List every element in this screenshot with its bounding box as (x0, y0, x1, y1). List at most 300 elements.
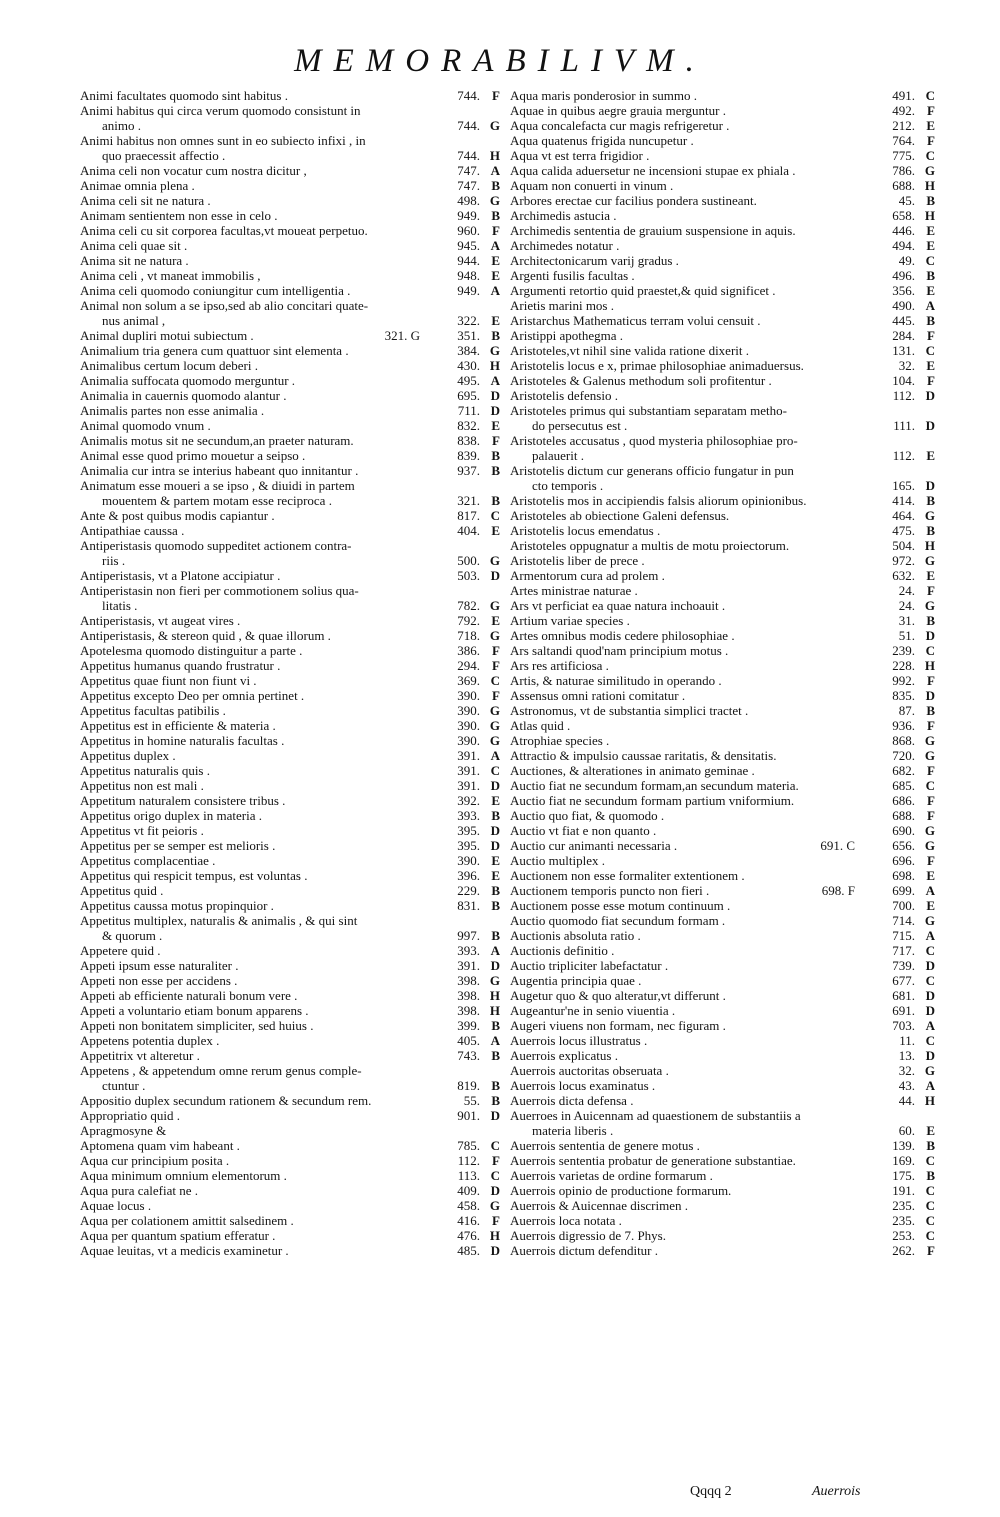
index-entry (80, 1063, 500, 1093)
entry-reference (863, 598, 935, 613)
index-entry (80, 523, 500, 538)
page-number: 691. (892, 1003, 915, 1018)
entry-reference (428, 1183, 500, 1198)
section-letter: E (926, 448, 935, 463)
index-entry (510, 643, 935, 658)
section-letter: A (490, 748, 500, 763)
page-number: 700. (892, 898, 915, 913)
page-number: 775. (892, 148, 915, 163)
index-entry (510, 403, 935, 433)
page-number: 416. (457, 1213, 480, 1228)
page-number: 284. (892, 328, 915, 343)
entry-heading-text: Aristippi apothegma . (510, 328, 624, 343)
page-number: 496. (892, 268, 915, 283)
index-entry (80, 838, 500, 853)
index-entry (510, 778, 935, 793)
index-entry (510, 523, 935, 538)
section-letter: C (925, 1198, 935, 1213)
page-number: 485. (457, 1243, 480, 1258)
entry-reference (428, 763, 500, 778)
entry-heading-text: Appeti non bonitatem simpliciter, sed huius . (80, 1018, 314, 1033)
index-entry (510, 688, 935, 703)
index-entry (80, 103, 500, 133)
page-number: 369. (457, 673, 480, 688)
entry-heading-text: Auctionem posse esse motum continuum . (510, 898, 731, 913)
entry-reference (863, 568, 935, 583)
index-entry (510, 238, 935, 253)
entry-reference (428, 778, 500, 793)
section-letter: G (924, 823, 935, 838)
index-entry (80, 718, 500, 733)
entry-reference (863, 673, 935, 688)
entry-heading-text: Aristotelis mos in accipiendis falsis aliorum opinionibus. (510, 493, 807, 508)
entry-heading-text: Aristotelis locus e x, primae philosophiae animaduersus. (510, 358, 804, 373)
section-letter: F (927, 808, 935, 823)
entry-heading-text: Appeti ab efficiente naturali bonum vere . (80, 988, 298, 1003)
page-number: 390. (457, 853, 480, 868)
entry-reference (428, 283, 500, 298)
entry-reference (863, 298, 935, 313)
section-letter: F (492, 1153, 500, 1168)
section-letter: B (926, 1138, 935, 1153)
entry-reference (863, 328, 935, 343)
entry-reference (428, 793, 500, 808)
entry-heading-text: Appetitum naturalem consistere tribus . (80, 793, 286, 808)
entry-heading-text: Appositio duplex secundum rationem & secundum rem. (80, 1093, 372, 1108)
section-letter: F (492, 223, 500, 238)
section-letter: D (490, 823, 500, 838)
entry-heading-text: Augentia principia quae . (510, 973, 642, 988)
section-letter: H (489, 358, 500, 373)
page-number: 60. (898, 1123, 915, 1138)
index-entry (510, 988, 935, 1003)
index-entry (510, 598, 935, 613)
entry-heading-text: Auctio vt fiat e non quanto . (510, 823, 657, 838)
entry-reference (863, 1048, 935, 1063)
index-entry (510, 358, 935, 373)
entry-heading-text: Animi habitus qui circa verum quomodo consistunt in (80, 103, 361, 118)
section-letter: B (926, 523, 935, 538)
entry-heading-text: Animalibus certum locum deberi . (80, 358, 258, 373)
page-number: 937. (457, 463, 480, 478)
section-letter: F (492, 88, 500, 103)
entry-heading-text: Appetitus excepto Deo per omnia pertinet . (80, 688, 305, 703)
section-letter: F (927, 328, 935, 343)
index-entry (510, 268, 935, 283)
page-number: 445. (892, 313, 915, 328)
page-number: 656. (892, 838, 915, 853)
section-letter: C (490, 763, 500, 778)
page-number: 744. (457, 148, 480, 163)
entry-reference (863, 148, 935, 163)
index-entry (80, 1213, 500, 1228)
entry-heading-text: Anima celi quae sit . (80, 238, 188, 253)
section-letter: H (924, 538, 935, 553)
page-number: 696. (892, 853, 915, 868)
index-entry (510, 223, 935, 238)
page-number: 175. (892, 1168, 915, 1183)
entry-continuation: litatis . (102, 598, 138, 613)
entry-reference (863, 898, 935, 913)
entry-heading-text: Antipathiae caussa . (80, 523, 185, 538)
entry-reference (863, 1198, 935, 1213)
section-letter: H (489, 148, 500, 163)
index-entry (510, 718, 935, 733)
index-entry (80, 1243, 500, 1258)
entry-reference (863, 973, 935, 988)
index-entry (510, 388, 935, 403)
index-entry (80, 913, 500, 943)
section-letter: E (926, 118, 935, 133)
page-number: 294. (457, 658, 480, 673)
entry-reference (863, 133, 935, 148)
index-entry (510, 433, 935, 463)
page-number: 464. (892, 508, 915, 523)
entry-extra-reference: 321. G (384, 328, 420, 343)
index-entry (80, 748, 500, 763)
section-letter: B (926, 613, 935, 628)
entry-reference (863, 868, 935, 883)
entry-heading-text: Aristoteles,vt nihil sine valida ratione dixerit . (510, 343, 750, 358)
entry-reference (863, 763, 935, 778)
section-letter: G (924, 553, 935, 568)
section-letter: H (924, 658, 935, 673)
entry-heading-text: Appetitus duplex . (80, 748, 176, 763)
index-entry (510, 1153, 935, 1168)
entry-heading-text: Aristoteles primus qui substantiam separatam metho- (510, 403, 787, 418)
section-letter: F (492, 688, 500, 703)
page-number: 901. (457, 1108, 480, 1123)
section-letter: G (924, 913, 935, 928)
entry-reference (428, 553, 500, 568)
entry-reference (863, 823, 935, 838)
page-number: 476. (457, 1228, 480, 1243)
section-letter: E (491, 418, 500, 433)
section-letter: G (489, 1198, 500, 1213)
entry-heading-text: Auerrois digressio de 7. Phys. (510, 1228, 666, 1243)
page-number: 714. (892, 913, 915, 928)
section-letter: C (925, 253, 935, 268)
entry-reference (863, 208, 935, 223)
entry-heading-text: Appetitus naturalis quis . (80, 763, 210, 778)
entry-heading-text: Aristarchus Mathematicus terram volui censuit . (510, 313, 761, 328)
entry-heading-text: Animalium tria genera cum quattuor sint elementa . (80, 343, 349, 358)
section-letter: C (490, 508, 500, 523)
entry-reference (428, 1243, 500, 1258)
section-letter: G (489, 733, 500, 748)
entry-heading-text: Argenti fusilis facultas . (510, 268, 635, 283)
index-entry (510, 118, 935, 133)
page-number: 838. (457, 433, 480, 448)
index-entry (510, 508, 935, 523)
index-entry (80, 328, 500, 343)
entry-heading-text: Auctio fiat ne secundum formam,an secundum materia. (510, 778, 799, 793)
entry-heading-text: Artium variae species . (510, 613, 630, 628)
entry-heading-text: Auerrois dicta defensa . (510, 1093, 634, 1108)
page-number: 475. (892, 523, 915, 538)
entry-reference (863, 253, 935, 268)
entry-reference (428, 658, 500, 673)
section-letter: A (925, 298, 935, 313)
index-entry (510, 553, 935, 568)
index-entry (510, 178, 935, 193)
index-entry (80, 1033, 500, 1048)
entry-heading-text: Aqua minimum omnium elementorum . (80, 1168, 287, 1183)
index-entry (80, 808, 500, 823)
entry-heading-text: Auerrois auctoritas obseruata . (510, 1063, 669, 1078)
entry-heading-text: Atrophiae species . (510, 733, 610, 748)
page-number: 948. (457, 268, 480, 283)
index-entry (510, 838, 935, 853)
entry-heading-text: Appetitus origo duplex in materia . (80, 808, 262, 823)
entry-heading-text: Archimedes notatur . (510, 238, 620, 253)
index-entry (80, 478, 500, 508)
page-number: 414. (892, 493, 915, 508)
section-letter: G (489, 118, 500, 133)
section-letter: B (491, 1018, 500, 1033)
page-footer (0, 1484, 1000, 1508)
index-entry (510, 208, 935, 223)
page-number: 743. (457, 1048, 480, 1063)
section-letter: H (489, 988, 500, 1003)
page-number: 997. (457, 928, 480, 943)
index-entry (80, 763, 500, 778)
entry-heading-text: Auerrois locus illustratus . (510, 1033, 648, 1048)
page-number: 228. (892, 658, 915, 673)
index-entry (510, 148, 935, 163)
entry-continuation: & quorum . (102, 928, 163, 943)
entry-reference (428, 1213, 500, 1228)
entry-reference (428, 1048, 500, 1063)
entry-reference (428, 523, 500, 538)
index-entry (510, 88, 935, 103)
section-letter: B (491, 808, 500, 823)
entry-heading-text: Auerrois varietas de ordine formarum . (510, 1168, 713, 1183)
section-letter: C (925, 1033, 935, 1048)
page-number: 504. (892, 538, 915, 553)
page-number: 395. (457, 823, 480, 838)
section-letter: C (925, 973, 935, 988)
index-entry (510, 1213, 935, 1228)
entry-heading-text: Appeti ipsum esse naturaliter . (80, 958, 239, 973)
page-number: 398. (457, 1003, 480, 1018)
entry-reference (863, 88, 935, 103)
entry-reference (863, 373, 935, 388)
entry-heading-text: Auerrois sententia de genere motus . (510, 1138, 700, 1153)
page-number: 390. (457, 733, 480, 748)
entry-heading-text: Animalis motus sit ne secundum,an praeter naturam. (80, 433, 354, 448)
index-entry (510, 913, 935, 928)
entry-reference (428, 958, 500, 973)
index-entry (510, 343, 935, 358)
entry-heading-text: Appetere quid . (80, 943, 161, 958)
section-letter: D (925, 688, 935, 703)
index-entry (80, 193, 500, 208)
page-number: 87. (898, 703, 915, 718)
index-entry (510, 1228, 935, 1243)
entry-reference (863, 1153, 935, 1168)
entry-heading-text: Auctio quo fiat, & quomodo . (510, 808, 665, 823)
entry-reference (863, 508, 935, 523)
entry-reference (863, 613, 935, 628)
entry-heading-text: Atlas quid . (510, 718, 571, 733)
page-number: 446. (892, 223, 915, 238)
entry-reference (428, 463, 500, 478)
index-entry (80, 613, 500, 628)
entry-reference (863, 1093, 935, 1108)
section-letter: G (924, 838, 935, 853)
section-letter: A (490, 373, 500, 388)
entry-reference (428, 1018, 500, 1033)
page-number: 500. (457, 553, 480, 568)
entry-heading-text: Animi habitus non omnes sunt in eo subiecto infixi , in (80, 133, 366, 148)
entry-reference (863, 733, 935, 748)
page-number: 632. (892, 568, 915, 583)
section-letter: H (924, 208, 935, 223)
entry-reference (863, 178, 935, 193)
index-entry (80, 883, 500, 898)
entry-heading-text: Animal dupliri motui subiectum . (80, 328, 254, 343)
page-number: 390. (457, 688, 480, 703)
index-entry (80, 268, 500, 283)
page-number: 688. (892, 808, 915, 823)
entry-reference (863, 853, 935, 868)
index-entry (510, 1093, 935, 1108)
index-entry (80, 388, 500, 403)
page-number: 868. (892, 733, 915, 748)
index-entry (80, 1153, 500, 1168)
page-number: 490. (892, 298, 915, 313)
entry-reference (428, 178, 500, 193)
page-number: 819. (457, 1078, 480, 1093)
index-entry (510, 133, 935, 148)
entry-heading-text: Aristotelis locus emendatus . (510, 523, 661, 538)
section-letter: B (926, 703, 935, 718)
index-entry (510, 1078, 935, 1093)
index-entry (80, 508, 500, 523)
index-entry (80, 1108, 500, 1123)
page-number: 949. (457, 208, 480, 223)
section-letter: D (925, 958, 935, 973)
entry-heading-text: Appeti non esse per accidens . (80, 973, 238, 988)
section-letter: B (491, 328, 500, 343)
page-number: 396. (457, 868, 480, 883)
page-number: 458. (457, 1198, 480, 1213)
entry-reference (863, 1063, 935, 1078)
entry-reference (863, 958, 935, 973)
entry-continuation: mouentem & partem motam esse reciproca . (102, 493, 332, 508)
index-entry (80, 898, 500, 913)
entry-heading-text: Auerroes in Auicennam ad quaestionem de substantiis a (510, 1108, 801, 1123)
page-number: 391. (457, 958, 480, 973)
page-number: 992. (892, 673, 915, 688)
entry-reference (863, 118, 935, 133)
entry-continuation: quo praecessit affectio . (102, 148, 226, 163)
section-letter: B (491, 898, 500, 913)
entry-heading-text: Animalia suffocata quomodo merguntur . (80, 373, 296, 388)
entry-reference (428, 718, 500, 733)
page-number: 32. (898, 1063, 915, 1078)
section-letter: A (925, 1078, 935, 1093)
section-letter: F (492, 1213, 500, 1228)
entry-heading-text: Appetitus caussa motus propinquior . (80, 898, 274, 913)
page-number: 104. (892, 373, 915, 388)
section-letter: F (927, 583, 935, 598)
index-entry (510, 808, 935, 823)
page-number: 405. (457, 1033, 480, 1048)
page-number: 398. (457, 973, 480, 988)
entry-reference (428, 883, 500, 898)
section-letter: H (924, 178, 935, 193)
entry-heading-text: Auctionem non esse formaliter extentionem . (510, 868, 745, 883)
entry-reference (863, 1138, 935, 1153)
entry-reference (863, 238, 935, 253)
entry-reference (428, 1198, 500, 1213)
section-letter: A (925, 1018, 935, 1033)
entry-reference (863, 913, 935, 928)
page-number: 391. (457, 778, 480, 793)
entry-continuation: palauerit . (532, 448, 584, 463)
section-letter: H (489, 1003, 500, 1018)
page-number: 720. (892, 748, 915, 763)
section-letter: F (927, 373, 935, 388)
page-number: 43. (898, 1078, 915, 1093)
entry-reference (428, 928, 500, 943)
section-letter: A (925, 928, 935, 943)
page-number: 832. (457, 418, 480, 433)
entry-heading-text: Appetitus complacentiae . (80, 853, 216, 868)
page-number: 494. (892, 238, 915, 253)
index-entry (80, 358, 500, 373)
page-number: 139. (892, 1138, 915, 1153)
page-number: 356. (892, 283, 915, 298)
entry-reference (428, 748, 500, 763)
entry-heading-text: Antiperistasis, vt a Platone accipiatur . (80, 568, 281, 583)
entry-reference (428, 688, 500, 703)
page-number: 112. (892, 388, 915, 403)
entry-reference (863, 478, 935, 493)
index-entry (80, 418, 500, 433)
section-letter: G (489, 553, 500, 568)
index-entry (510, 1183, 935, 1198)
index-entry (80, 688, 500, 703)
index-entry (80, 1093, 500, 1108)
entry-heading-text: Appetitus in homine naturalis facultas . (80, 733, 285, 748)
section-letter: G (489, 193, 500, 208)
index-entry (510, 1198, 935, 1213)
page-number: 495. (457, 373, 480, 388)
page-number: 49. (898, 253, 915, 268)
section-letter: E (491, 793, 500, 808)
page-number: 492. (892, 103, 915, 118)
entry-reference (428, 1138, 500, 1153)
index-entry (510, 658, 935, 673)
page-number: 686. (892, 793, 915, 808)
catchword: Auerrois (812, 1484, 861, 1499)
entry-heading-text: Anima sit ne natura . (80, 253, 189, 268)
index-entry (80, 253, 500, 268)
entry-heading-text: Antiperistasis, & stereon quid , & quae illorum . (80, 628, 331, 643)
entry-reference (863, 748, 935, 763)
page-number: 945. (457, 238, 480, 253)
page-number: 391. (457, 763, 480, 778)
entry-heading-text: Aqua maris ponderosior in summo . (510, 88, 698, 103)
entry-heading-text: Anima celi quomodo coniungitur cum intelligentia . (80, 283, 351, 298)
entry-reference (428, 88, 500, 103)
entry-reference (428, 1033, 500, 1048)
entry-heading-text: Ante & post quibus modis capiantur . (80, 508, 275, 523)
entry-reference (428, 418, 500, 433)
